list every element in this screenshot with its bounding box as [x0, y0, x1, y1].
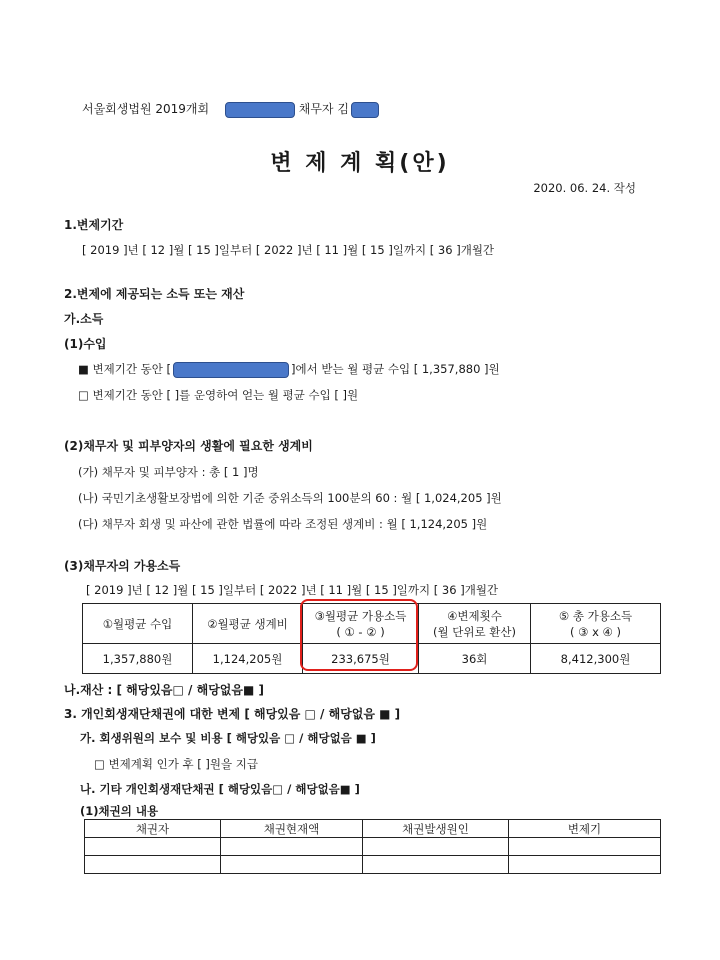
- income-subheading: 가.소득: [64, 312, 104, 326]
- col-3-title: ③월평균 가용소득: [314, 608, 407, 623]
- court-case-line: [82, 100, 379, 118]
- col-monthly-income: ①월평균 수입: [83, 604, 193, 644]
- trustee-fee-line: 가. 회생위원의 보수 및 비용 [ 해당있음 □ / 해당없음 ■ ]: [80, 731, 376, 745]
- redacted-case-number: [225, 102, 295, 118]
- col-repayment-count: [419, 604, 531, 644]
- col-4-note: (월 단위로 환산): [433, 624, 516, 639]
- redacted-debtor-name: [351, 102, 379, 118]
- redacted-employer: [173, 362, 289, 378]
- median-income-standard: (나) 국민기초생활보장법에 의한 기준 중위소득의 100분의 60 : 월 [ 1,024,205 ]원: [78, 491, 502, 505]
- income-line-1-prefix: ■ 변제기간 동안 [: [78, 362, 171, 376]
- debtor-label: 채무자 김: [298, 102, 349, 116]
- monthly-income-value: 1,357,880원: [83, 644, 193, 674]
- adjusted-living-expense: (다) 채무자 회생 및 파산에 관한 법률에 따라 조정된 생계비 : 월 [ 1,124,205 ]원: [78, 517, 488, 531]
- claims-col-creditor: 채권자: [85, 820, 221, 838]
- col-5-formula: ( ③ x ④ ): [569, 624, 622, 639]
- property-line: 나.재산 : [ 해당있음□ / 해당없음■ ]: [64, 683, 264, 697]
- document-title: 변 제 계 획(안): [270, 151, 450, 176]
- repayment-count-value: 36회: [419, 644, 531, 674]
- claims-table: [84, 819, 661, 874]
- table-row: [85, 856, 661, 874]
- monthly-available-income-value: 233,675원: [303, 644, 419, 674]
- income-line-2: □ 변제기간 동안 [ ]를 운영하여 얻는 월 평균 수입 [ ]원: [78, 388, 359, 402]
- living-expense-heading: (2)채무자 및 피부양자의 생활에 필요한 생계비: [64, 439, 313, 453]
- available-income-heading: (3)채무자의 가용소득: [64, 559, 181, 573]
- available-income-period: [ 2019 ]년 [ 12 ]월 [ 15 ]일부터 [ 2022 ]년 [ 11 ]월 [ 15 ]일까지 [ 36 ]개월간: [86, 583, 499, 597]
- claims-col-cause: 채권발생원인: [363, 820, 509, 838]
- other-estate-claims: 나. 기타 개인회생재단채권 [ 해당있음□ / 해당없음■ ]: [80, 782, 360, 796]
- claims-col-due: 변제기: [509, 820, 661, 838]
- col-4-title: ④변제횟수: [447, 608, 502, 623]
- monthly-living-cost-value: 1,124,205원: [193, 644, 303, 674]
- col-total-available-income: [531, 604, 661, 644]
- claims-content-heading: (1)채권의 내용: [80, 804, 159, 818]
- col-5-title: ⑤ 총 가용소득: [558, 608, 633, 623]
- col-monthly-living-cost: ②월평균 생계비: [193, 604, 303, 644]
- claims-header-row: [85, 820, 661, 838]
- col-3-formula: ( ① - ② ): [336, 624, 385, 639]
- dependents-count: (가) 채무자 및 피부양자 : 총 [ 1 ]명: [78, 465, 259, 479]
- table-row: [85, 838, 661, 856]
- claims-col-amount: 채권현재액: [221, 820, 363, 838]
- revenue-heading: (1)수입: [64, 337, 107, 351]
- date-written: 2020. 06. 24. 작성: [533, 181, 636, 195]
- income-line-1: [78, 361, 500, 378]
- trustee-fee-payment: □ 변제계획 인가 후 [ ]원을 지급: [94, 757, 258, 771]
- income-line-1-suffix: ]에서 받는 월 평균 수입 [ 1,357,880 ]원: [290, 362, 500, 376]
- court-case-text: 서울회생법원 2019개회: [82, 102, 210, 116]
- red-highlight-box: [300, 599, 418, 671]
- section-3-heading: 3. 개인회생재단채권에 대한 변제 [ 해당있음 □ / 해당없음 ■ ]: [64, 707, 401, 721]
- section-1-heading: 1.변제기간: [64, 218, 124, 232]
- repayment-period: [ 2019 ]년 [ 12 ]월 [ 15 ]일부터 [ 2022 ]년 [ 11 ]월 [ 15 ]일까지 [ 36 ]개월간: [82, 243, 495, 257]
- section-2-heading: 2.변제에 제공되는 소득 또는 재산: [64, 287, 245, 301]
- total-available-income-value: 8,412,300원: [531, 644, 661, 674]
